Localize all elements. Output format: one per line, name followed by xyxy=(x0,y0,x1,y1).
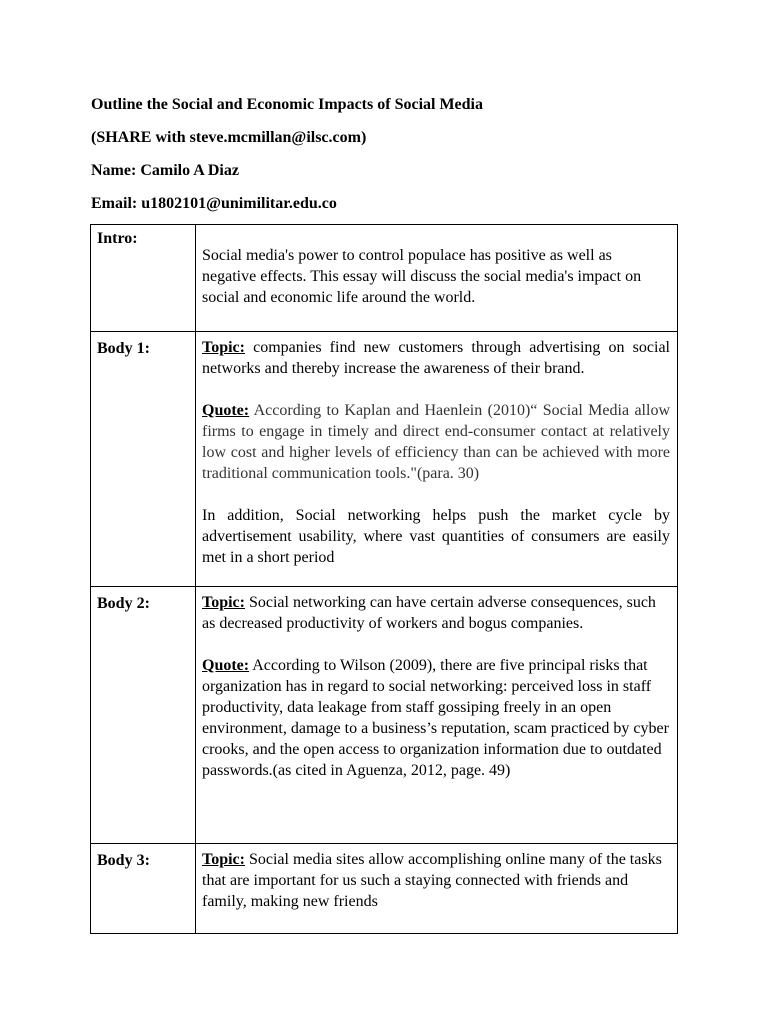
body2-topic-label: Topic: xyxy=(202,594,245,611)
intro-content xyxy=(196,225,678,332)
body1-addition: In addition, Social networking helps push the market cycle by advertisement usability, where vast quantities of consumers are easily met in a short period xyxy=(202,507,670,566)
body2-quote-text: According to Wilson (2009), there are five principal risks that organization has in regard to social networking: perceived loss in staff productivity, data leakage from staff gossiping freely in an open environment, damage to a business’s reputation, scam practiced by cyber crooks, and the open access to organization information due to outdated passwords.(as cited in Aguenza, 2012, page. 49) xyxy=(202,657,669,779)
body1-quote-text: According to Kaplan and Haenlein (2010)“ Social Media allow firms to engage in timely and direct end-consumer contact at relatively low cost and higher levels of efficiency than can be achieved with more traditional communication tools."(para. 30) xyxy=(202,402,670,482)
body3-topic xyxy=(202,849,670,912)
body1-quote xyxy=(202,400,670,484)
outline-table xyxy=(90,224,678,934)
student-email: Email: u1802101@unimilitar.edu.co xyxy=(91,195,337,212)
document-title: Outline the Social and Economic Impacts of Social Media xyxy=(91,96,483,113)
body3-topic-text: Social media sites allow accomplishing online many of the tasks that are important for us such a staying connected with friends and family, making new friends xyxy=(202,851,662,910)
intro-label: Intro: xyxy=(91,225,196,332)
body1-topic-label: Topic: xyxy=(202,339,245,356)
body1-topic xyxy=(202,337,670,379)
body3-label: Body 3: xyxy=(91,844,196,934)
body1-label: Body 1: xyxy=(91,332,196,587)
body2-topic-text: Social networking can have certain adverse consequences, such as decreased productivity of workers and bogus companies. xyxy=(202,594,656,632)
body3-content xyxy=(196,844,678,934)
table-row-body3 xyxy=(91,844,678,934)
intro-text: Social media's power to control populace has positive as well as negative effects. This essay will discuss the social media's impact on social and economic life around the world. xyxy=(202,247,642,306)
table-row-body1 xyxy=(91,332,678,587)
body2-label: Body 2: xyxy=(91,587,196,844)
body1-quote-label: Quote: xyxy=(202,402,250,419)
student-name: Name: Camilo A Diaz xyxy=(91,162,239,179)
share-note: (SHARE with steve.mcmillan@ilsc.com) xyxy=(91,129,367,146)
body3-topic-label: Topic: xyxy=(202,851,245,868)
body1-content xyxy=(196,332,678,587)
table-row-body2 xyxy=(91,587,678,844)
body1-topic-text: companies find new customers through advertising on social networks and thereby increase the awareness of their brand. xyxy=(202,339,670,377)
body2-topic xyxy=(202,592,670,634)
body2-quote xyxy=(202,655,670,781)
body2-content xyxy=(196,587,678,844)
table-row-intro xyxy=(91,225,678,332)
body2-quote-label: Quote: xyxy=(202,657,250,674)
